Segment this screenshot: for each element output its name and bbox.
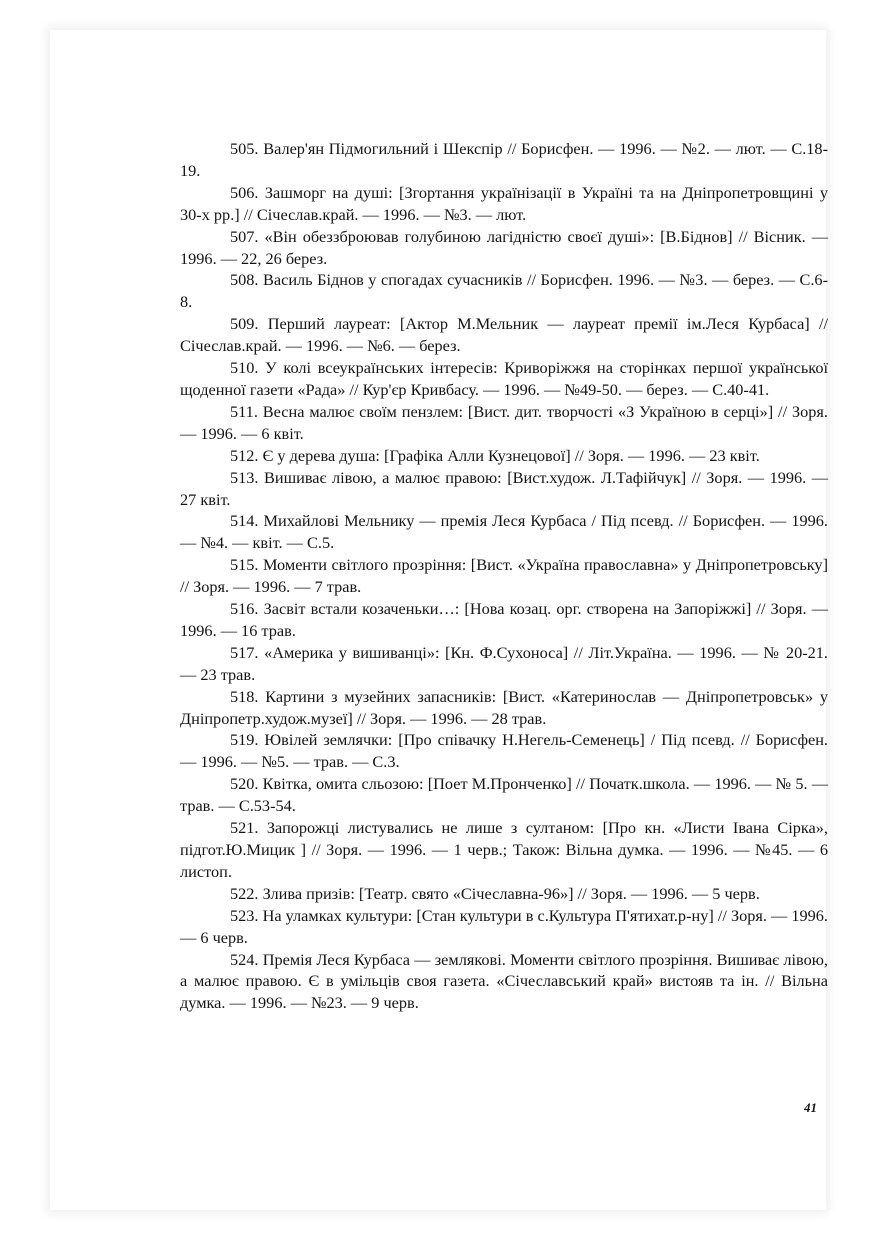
bibliography-entry-521: 521. Запорожці листувались не лише з султаном: [Про кн. «Листи Івана Сірка», підгот.Ю.Мицик ] // Зоря. — 1996. — 1 черв.; Також: Вільна думка. — 1996. — №45. — 6 листоп. — [180, 818, 828, 881]
bibliography-entry-506: 506. Зашморг на душі: [Згортання українізації в Україні та на Дніпропетровщині у 30-х рр.] // Січеслав.край. — 1996. — №3. — лют. — [180, 182, 828, 224]
bibliography-entry-514: 514. Михайлові Мельнику — премія Леся Курбаса / Під псевд. // Борисфен. — 1996. — №4. — квіт. — С.5. — [180, 511, 828, 553]
bibliography-entry-522: 522. Злива призів: [Театр. свято «Січеславна-96»] // Зоря. — 1996. — 5 черв. — [230, 883, 760, 903]
bibliography-entry-512: 512. Є у дерева душа: [Графіка Алли Кузнецової] // Зоря. — 1996. — 23 квіт. — [230, 445, 760, 465]
bibliography-entry-518: 518. Картини з музейних запасників: [Вист. «Катеринослав — Дніпропетровськ» у Дніпропетр.худож.музеї] // Зоря. — 1996. — 28 трав. — [180, 686, 828, 728]
bibliography-entry-505: 505. Валер'ян Підмогильний і Шекспір // Борисфен. — 1996. — №2. — лют. — С.18-19. — [180, 139, 828, 180]
bibliography-entry-520: 520. Квітка, омита сльозою: [Поет М.Пронченко] // Початк.школа. — 1996. — № 5. — трав. — С.53-54. — [180, 774, 828, 816]
bibliography-entry-515: 515. Моменти світлого прозріння: [Вист. «Україна православна» у Дніпропетровську] // Зоря. — 1996. — 7 трав. — [180, 555, 828, 597]
page-number: 41 — [804, 1100, 817, 1115]
bibliography-entry-510: 510. У колі всеукраїнських інтересів: Криворіжжя на сторінках першої української щоденної газети «Рада» // Кур'єр Кривбасу. — 1996. — №49-50. — берез. — С.40-41. — [180, 358, 828, 399]
bibliography-entry-508: 508. Василь Біднов у спогадах сучасників // Борисфен. 1996. — №3. — берез. — С.6-8. — [180, 270, 828, 312]
bibliography-entry-523: 523. На уламках культури: [Стан культури в с.Культура П'ятихат.р-ну] // Зоря. — 1996. — 6 черв. — [180, 905, 829, 947]
bibliography-entry-513: 513. Вишиває лівою, а малює правою: [Вист.худож. Л.Тафійчук] // Зоря. — 1996. — 27 квіт. — [180, 467, 828, 509]
bibliography-entry-519: 519. Ювілей землячки: [Про співачку Н.Негель-Семенець] / Під псевд. // Борисфен. — 1996. — №5. — трав. — С.3. — [180, 730, 828, 772]
bibliography-entry-516: 516. Засвіт встали козаченьки…: [Нова козац. орг. створена на Запоріжжі] // Зоря. — 1996. — 16 трав. — [180, 599, 828, 640]
bibliography-list — [180, 138, 828, 1014]
bibliography-entry-511: 511. Весна малює своїм пензлем: [Вист. дит. творчості «З Україною в серці»] // Зоря. — 1996. — 6 квіт. — [180, 401, 828, 443]
bibliography-entry-509: 509. Перший лауреат: [Актор М.Мельник — лауреат премії ім.Леся Курбаса] // Січеслав.край. — 1996. — №6. — берез. — [180, 314, 828, 356]
bibliography-entry-524: 524. Премія Леся Курбаса — землякові. Моменти світлого прозріння. Вишиває лівою, а малює правою. Є в умільців своя газета. «Січеславський край» вистояв та ін. // Вільна думка. — 1996. — №23. — 9 черв. — [180, 949, 828, 1013]
bibliography-entry-507: 507. «Він обеззброював голубиною лагідністю своєї душі»: [В.Біднов] // Вісник. — 1996. — 22, 26 берез. — [180, 226, 828, 268]
document-page — [50, 30, 829, 1210]
bibliography-entry-517: 517. «Америка у вишиванці»: [Кн. Ф.Сухоноса] // Літ.Україна. — 1996. — № 20-21. — 23 трав. — [180, 642, 828, 684]
